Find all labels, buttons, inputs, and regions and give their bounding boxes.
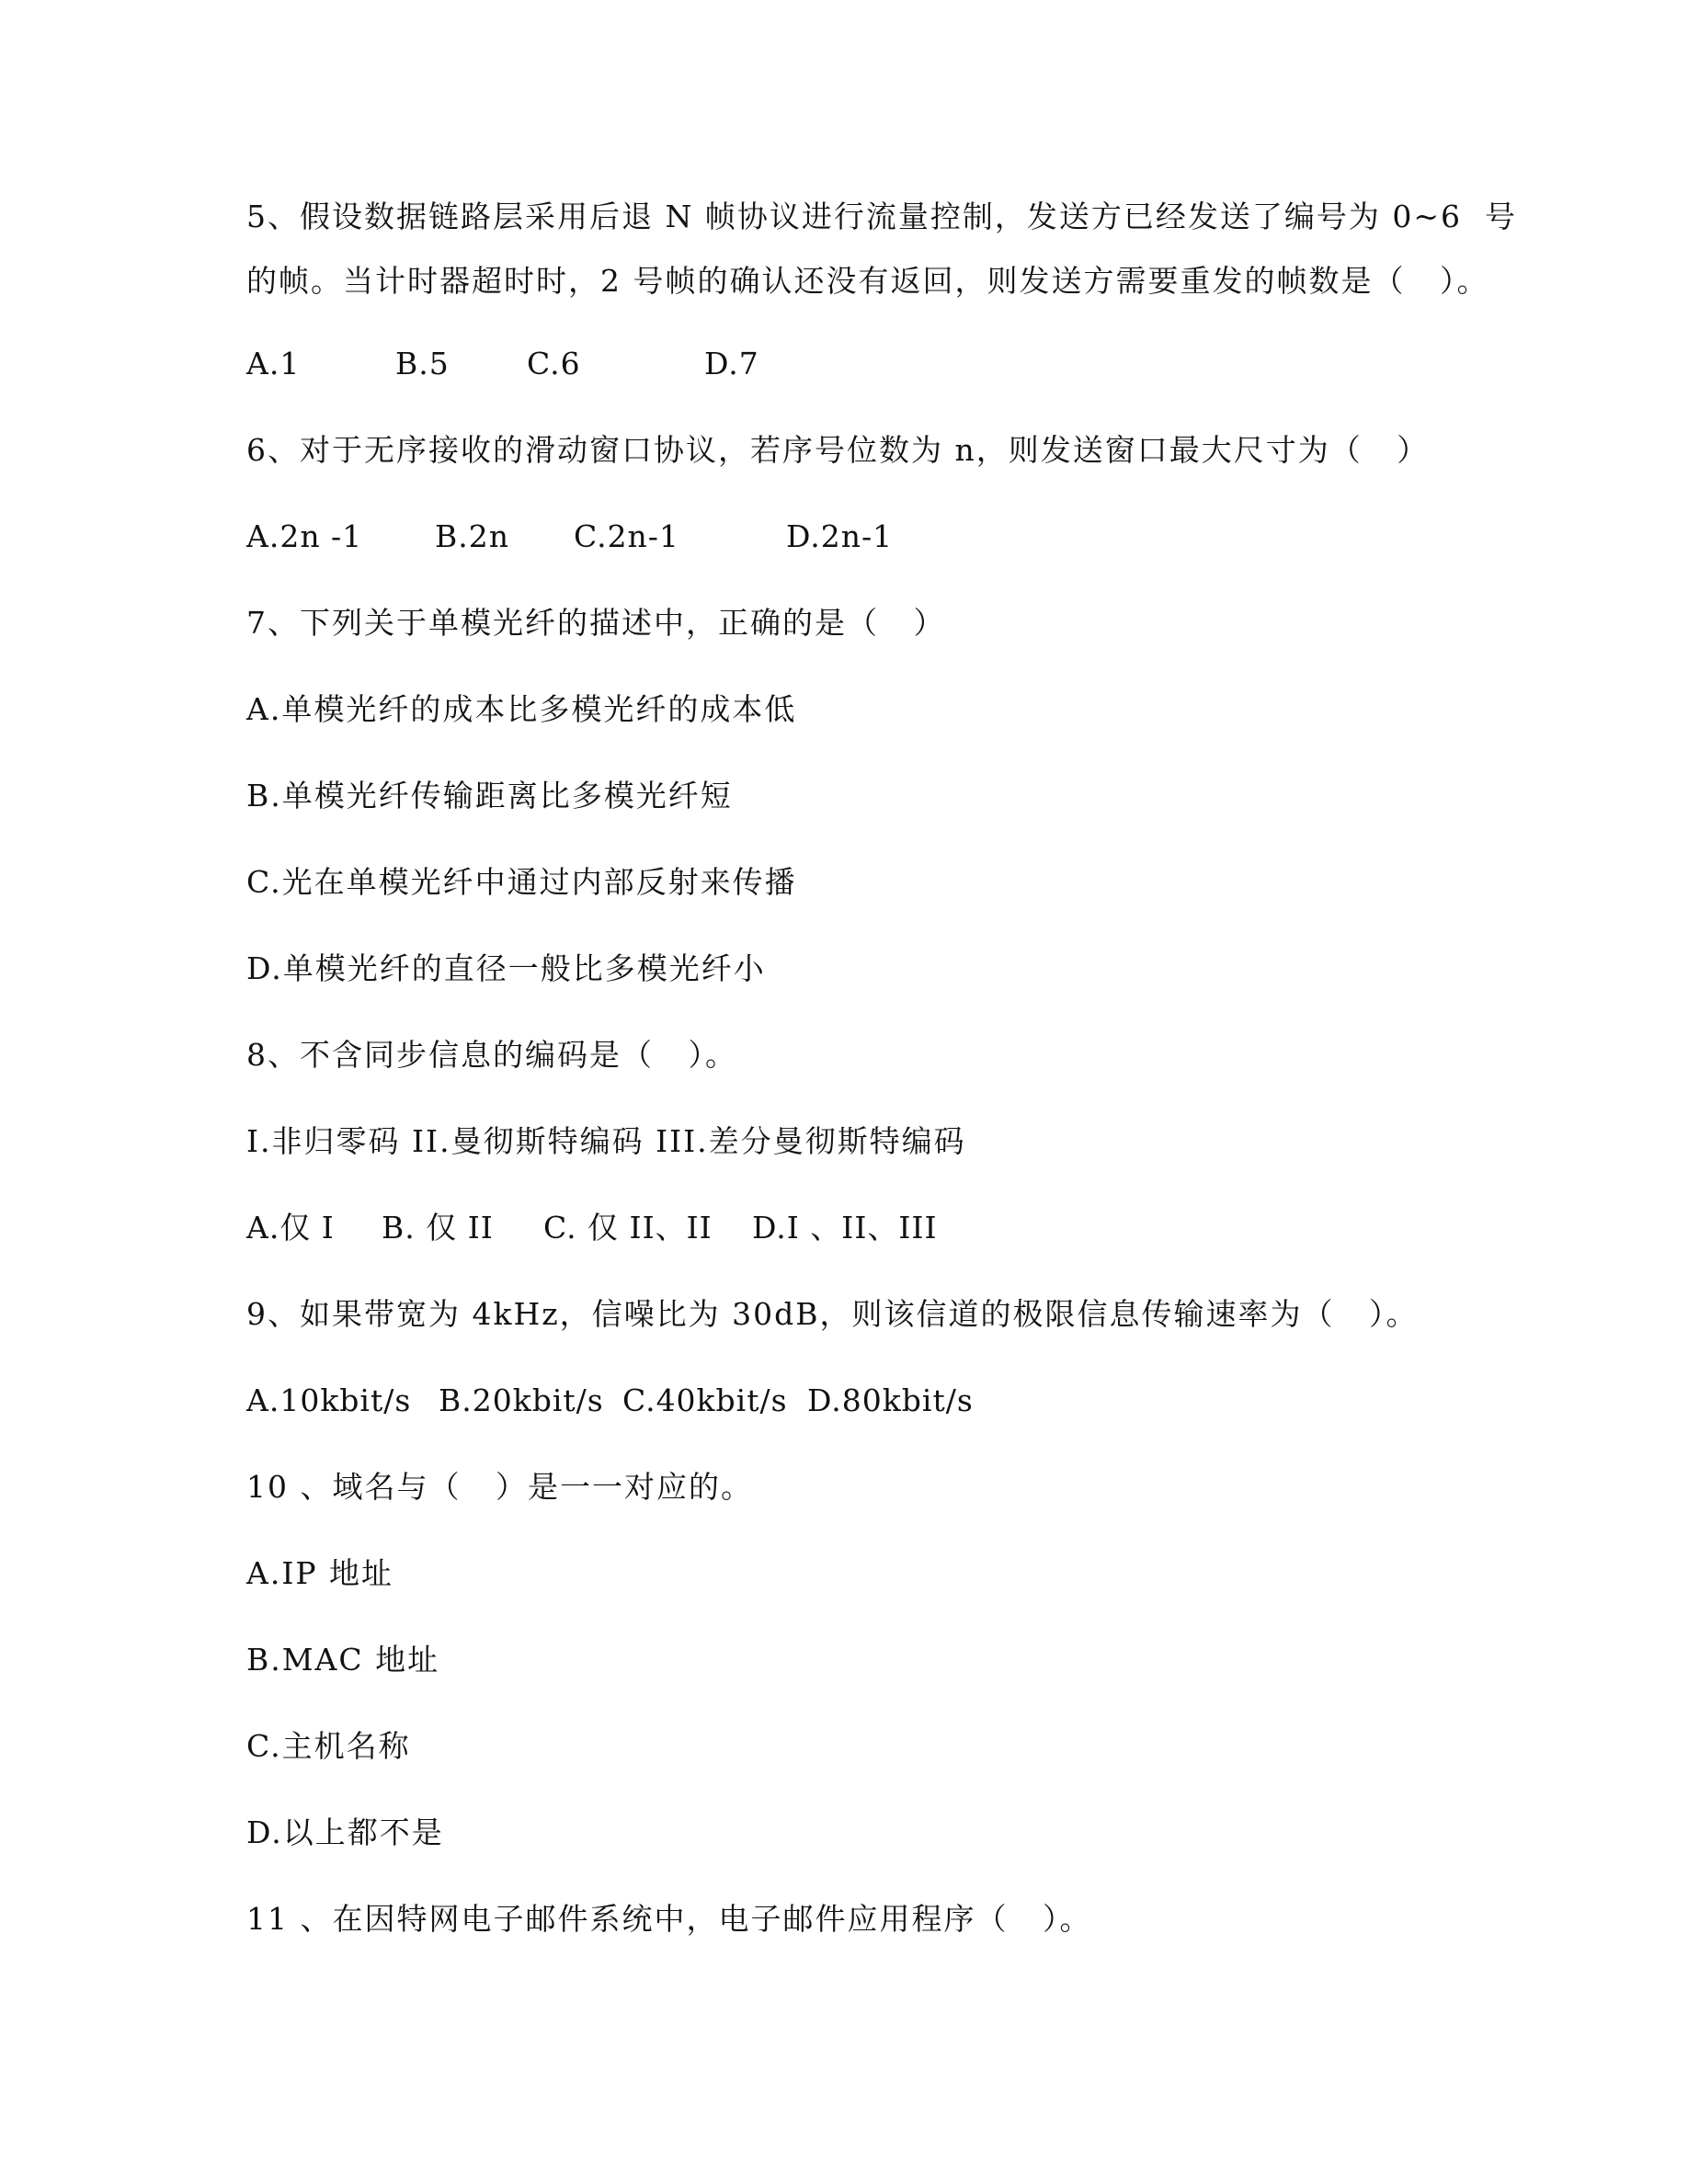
question-5-line-2: 的帧。当计时器超时时，2 号帧的确认还没有返回，则发送方需要重发的帧数是（ ）。 — [246, 263, 1489, 299]
question-11-stem: 11 、在因特网电子邮件系统中，电子邮件应用程序（ ）。 — [246, 1901, 1092, 1937]
question-6-option-a: A.2n -1 — [246, 518, 363, 554]
question-9-option-d: D.80kbit/s — [807, 1382, 974, 1418]
question-5-line-1: 5、假设数据链路层采用后退 N 帧协议进行流量控制，发送方已经发送了编号为 0~6 号 — [246, 199, 1517, 234]
question-6-option-b: B.2n — [435, 518, 509, 554]
question-5-option-d: D.7 — [704, 346, 759, 381]
question-7-option-c: C.光在单模光纤中通过内部反射来传播 — [246, 864, 797, 900]
question-9-option-a: A.10kbit/s — [246, 1382, 412, 1418]
question-5-option-a: A.1 — [246, 346, 301, 381]
question-7-option-b: B.单模光纤传输距离比多模光纤短 — [246, 778, 733, 813]
question-7-option-d: D.单模光纤的直径一般比多模光纤小 — [246, 950, 766, 986]
question-8-option-d: D.I 、II、III — [752, 1210, 938, 1246]
question-10-option-c: C.主机名称 — [246, 1728, 411, 1764]
question-8-option-c: C. 仅 II、II — [543, 1210, 713, 1246]
question-10-option-d: D.以上都不是 — [246, 1814, 444, 1850]
question-10-option-b: B.MAC 地址 — [246, 1642, 440, 1678]
question-9-stem: 9、如果带宽为 4kHz，信噪比为 30dB，则该信道的极限信息传输速率为（ ）。 — [246, 1296, 1419, 1332]
question-8-option-b: B. 仅 II — [382, 1210, 494, 1246]
question-7-option-a: A.单模光纤的成本比多模光纤的成本低 — [246, 691, 797, 727]
question-6-stem: 6、对于无序接收的滑动窗口协议，若序号位数为 n，则发送窗口最大尺寸为（ ） — [246, 432, 1430, 468]
question-6-option-c: C.2n-1 — [574, 518, 679, 554]
question-10-option-a: A.IP 地址 — [246, 1555, 394, 1591]
question-10-stem: 10 、域名与（ ）是一一对应的。 — [246, 1469, 753, 1505]
question-8-option-a: A.仅 I — [246, 1210, 335, 1246]
question-5-option-b: B.5 — [395, 346, 450, 381]
question-7-stem: 7、下列关于单模光纤的描述中，正确的是（ ） — [246, 605, 946, 641]
question-8-stem: 8、不含同步信息的编码是（ ）。 — [246, 1037, 737, 1073]
question-9-option-b: B.20kbit/s — [439, 1382, 604, 1418]
question-9-option-c: C.40kbit/s — [622, 1382, 788, 1418]
question-6-option-d: D.2n-1 — [786, 518, 894, 554]
question-5-option-c: C.6 — [527, 346, 581, 381]
question-8-items: I.非归零码 II.曼彻斯特编码 III.差分曼彻斯特编码 — [246, 1123, 966, 1159]
